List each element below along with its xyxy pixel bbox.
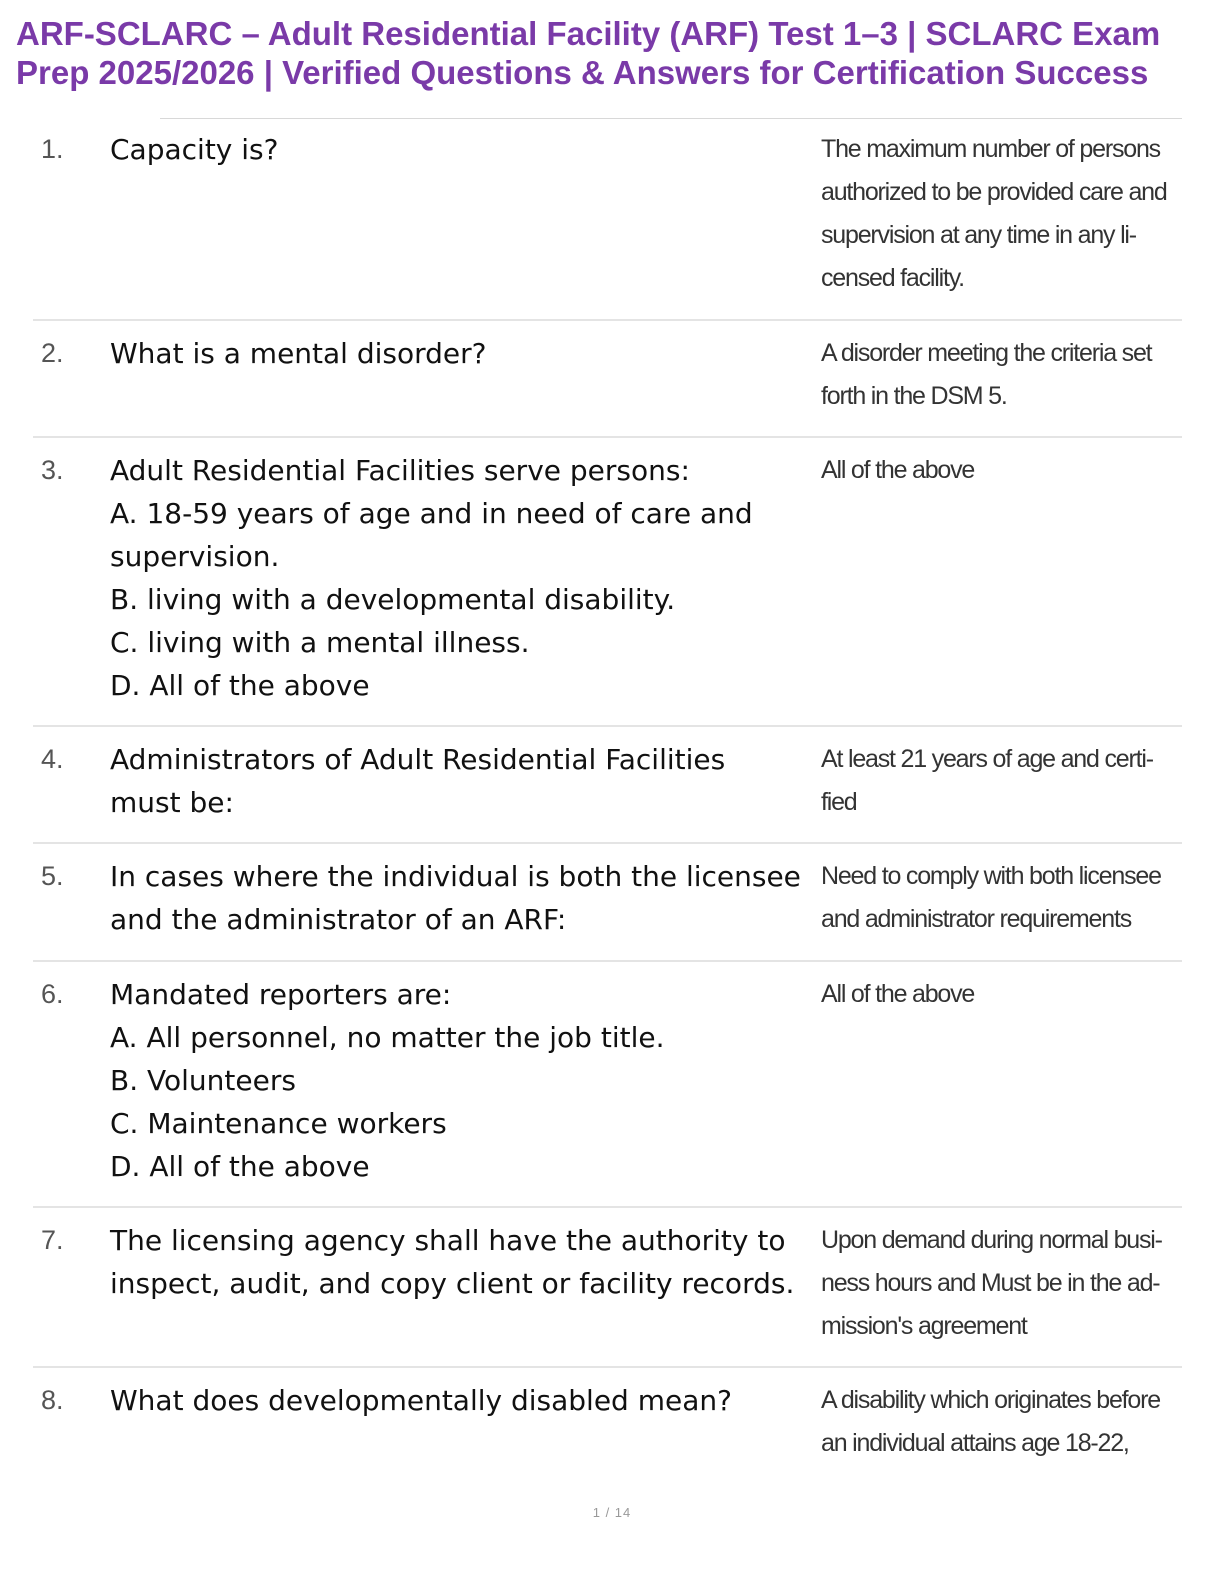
question-number: 4. — [41, 744, 64, 774]
question-number: 6. — [41, 979, 64, 1009]
question-text — [110, 973, 815, 1188]
qa-item — [33, 973, 1182, 1208]
question-number: 2. — [41, 338, 64, 368]
question-line: A. 18-59 years of age and in need of care and — [110, 497, 753, 530]
question-line: D. All of the above — [110, 669, 370, 702]
question-text — [110, 855, 815, 941]
answer-line: mission's agreement — [821, 1312, 1027, 1340]
answer-line: censed facility. — [821, 264, 964, 292]
answer-line: Need to comply with both licensee — [821, 862, 1161, 890]
question-number: 8. — [41, 1385, 64, 1415]
question-line: Mandated reporters are: — [110, 978, 452, 1011]
question-text — [110, 738, 815, 824]
qa-item — [33, 1379, 1182, 1469]
qa-item — [33, 1219, 1182, 1368]
question-number: 5. — [41, 861, 64, 891]
answer-line: and administrator requirements — [821, 905, 1131, 933]
answer-line: ness hours and Must be in the ad- — [821, 1269, 1160, 1297]
question-line: Adult Residential Facilities serve persons: — [110, 454, 690, 487]
qa-item — [33, 738, 1182, 844]
question-number: 1. — [41, 134, 64, 164]
answer-text — [821, 973, 1171, 1016]
question-text — [110, 332, 815, 375]
question-line: B. Volunteers — [110, 1064, 296, 1097]
qa-item — [33, 855, 1182, 962]
question-line: What is a mental disorder? — [110, 337, 487, 370]
qa-item — [33, 449, 1182, 727]
answer-line: an individual attains age 18-22, — [821, 1429, 1129, 1457]
question-text — [110, 449, 815, 707]
question-line: A. All personnel, no matter the job title. — [110, 1021, 665, 1054]
question-line: C. Maintenance workers — [110, 1107, 447, 1140]
title-divider — [160, 118, 1182, 119]
question-line: Administrators of Adult Residential Facilities — [110, 743, 726, 776]
question-number: 7. — [41, 1225, 64, 1255]
answer-text — [821, 332, 1171, 418]
answer-line: A disability which originates before — [821, 1386, 1160, 1414]
question-line: In cases where the individual is both the licensee — [110, 860, 801, 893]
answer-text — [821, 855, 1171, 941]
answer-line: A disorder meeting the criteria set — [821, 339, 1152, 367]
question-number: 3. — [41, 455, 64, 485]
question-line: and the administrator of an ARF: — [110, 903, 567, 936]
answer-line: supervision at any time in any li- — [821, 221, 1136, 249]
document-title: ARF-SCLARC – Adult Residential Facility (ARF) Test 1–3 | SCLARC Exam Prep 2025/2026 | Verified Questions & Answers for Certification Success — [16, 15, 1161, 91]
question-text — [110, 1379, 815, 1422]
answer-text — [821, 1219, 1171, 1348]
question-line: supervision. — [110, 540, 280, 573]
answer-line: All of the above — [821, 456, 975, 484]
question-line: Capacity is? — [110, 133, 279, 166]
question-line: What does developmentally disabled mean? — [110, 1384, 733, 1417]
answer-line: Upon demand during normal busi- — [821, 1226, 1162, 1254]
question-line: The licensing agency shall have the authority to — [110, 1224, 786, 1257]
page-number: 1 / 14 — [592, 1505, 632, 1520]
question-line: must be: — [110, 786, 234, 819]
answer-text — [821, 449, 1171, 492]
question-line: B. living with a developmental disability. — [110, 583, 676, 616]
qa-item — [33, 332, 1182, 438]
question-line: inspect, audit, and copy client or facility records. — [110, 1267, 795, 1300]
question-text — [110, 128, 815, 171]
question-line: C. living with a mental illness. — [110, 626, 530, 659]
answer-line: At least 21 years of age and certi- — [821, 745, 1153, 773]
answer-text — [821, 1379, 1171, 1465]
qa-item — [33, 128, 1182, 321]
answer-line: fied — [821, 788, 857, 816]
answer-line: authorized to be provided care and — [821, 178, 1167, 206]
answer-text — [821, 128, 1171, 300]
question-line: D. All of the above — [110, 1150, 370, 1183]
question-text — [110, 1219, 815, 1305]
answer-line: All of the above — [821, 980, 975, 1008]
answer-text — [821, 738, 1171, 824]
answer-line: forth in the DSM 5. — [821, 382, 1007, 410]
answer-line: The maximum number of persons — [821, 135, 1160, 163]
